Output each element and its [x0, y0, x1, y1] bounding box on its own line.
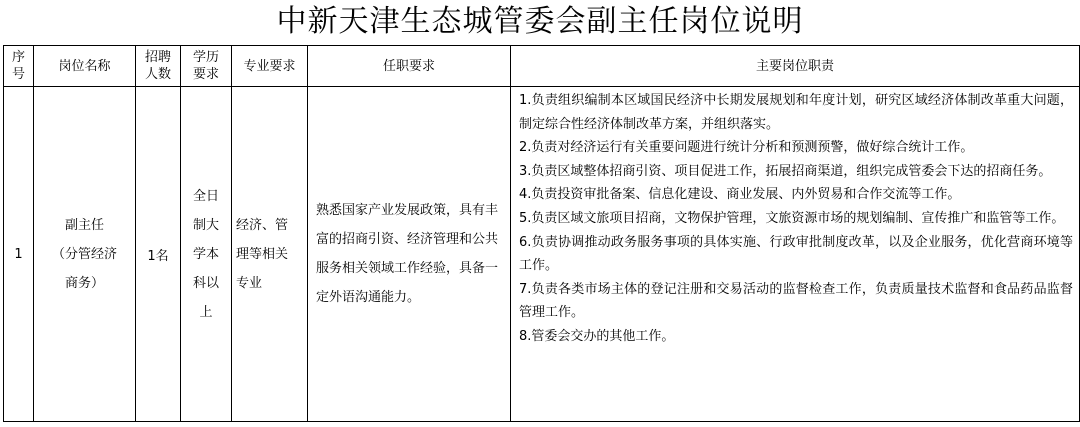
duty-item: 3.负责区域整体招商引资、项目促进工作，拓展招商渠道，组织完成管委会下达的招商任务。	[519, 163, 1052, 179]
duty-item: 5.负责区域文旅项目招商，文物保护管理，文旅资源市场的规划编制、宣传推广和监管等工作。	[519, 210, 1065, 226]
edu-line: 全日	[192, 188, 219, 204]
header-major: 专业要求	[232, 46, 308, 87]
major-line: 经济、管	[236, 217, 289, 233]
cell-position	[34, 87, 136, 422]
header-position: 岗位名称	[34, 46, 136, 87]
header-hire-count	[136, 46, 181, 87]
cell-education	[181, 87, 232, 422]
cell-qualification: 熟悉国家产业发展政策，具有丰富的招商引资、经济管理和公共服务相关领域工作经验，具备一定外语沟通能力。	[308, 87, 511, 422]
header-hire-line1: 招聘	[144, 50, 171, 65]
duty-item: 2.负责对经济运行有关重要问题进行统计分析和预测预警，做好综合统计工作。	[519, 140, 974, 156]
table-header-row	[4, 46, 1080, 87]
header-seq	[4, 46, 34, 87]
edu-line: 科以	[192, 275, 219, 291]
page-title: 中新天津生态城管委会副主任岗位说明	[276, 4, 804, 39]
duty-item: 4.负责投资审批备案、信息化建设、商业发展、内外贸易和合作交流等工作。	[519, 187, 961, 203]
position-line1: 副主任	[64, 217, 104, 233]
duty-item: 8.管委会交办的其他工作。	[519, 328, 675, 344]
header-seq-line1: 序	[11, 50, 25, 65]
duties-list	[519, 89, 1073, 349]
header-education	[181, 46, 232, 87]
cell-major	[232, 87, 308, 422]
cell-hire-count: 1名	[136, 87, 181, 422]
header-qualification: 任职要求	[308, 46, 511, 87]
edu-line: 制大	[192, 217, 219, 233]
table-row	[4, 87, 1080, 422]
position-line2: （分管经济	[51, 246, 117, 262]
edu-line: 学本	[192, 246, 219, 262]
duty-item: 7.负责各类市场主体的登记注册和交易活动的监督检查工作，负责质量技术监督和食品药品监督管理工作。	[519, 281, 1073, 321]
major-line: 专业	[236, 275, 263, 291]
header-duties: 主要岗位职责	[511, 46, 1080, 87]
major-line: 理等相关	[236, 246, 289, 262]
header-edu-line1: 学历	[192, 50, 219, 65]
duty-item: 1.负责组织编制本区域国民经济中长期发展规划和年度计划，研究区域经济体制改革重大问题，制定综合性经济体制改革方案，并组织落实。	[519, 93, 1073, 132]
edu-line: 上	[199, 304, 213, 320]
header-hire-line2: 人数	[144, 67, 171, 82]
cell-duties	[511, 87, 1080, 422]
cell-seq: 1	[4, 87, 34, 422]
position-line3: 商务）	[64, 275, 104, 291]
job-description-table	[3, 45, 1080, 422]
duty-item: 6.负责协调推动政务服务事项的具体实施、行政审批制度改革，以及企业服务，优化营商环境等工作。	[519, 234, 1073, 274]
header-seq-line2: 号	[11, 67, 25, 82]
header-edu-line2: 要求	[192, 67, 219, 82]
